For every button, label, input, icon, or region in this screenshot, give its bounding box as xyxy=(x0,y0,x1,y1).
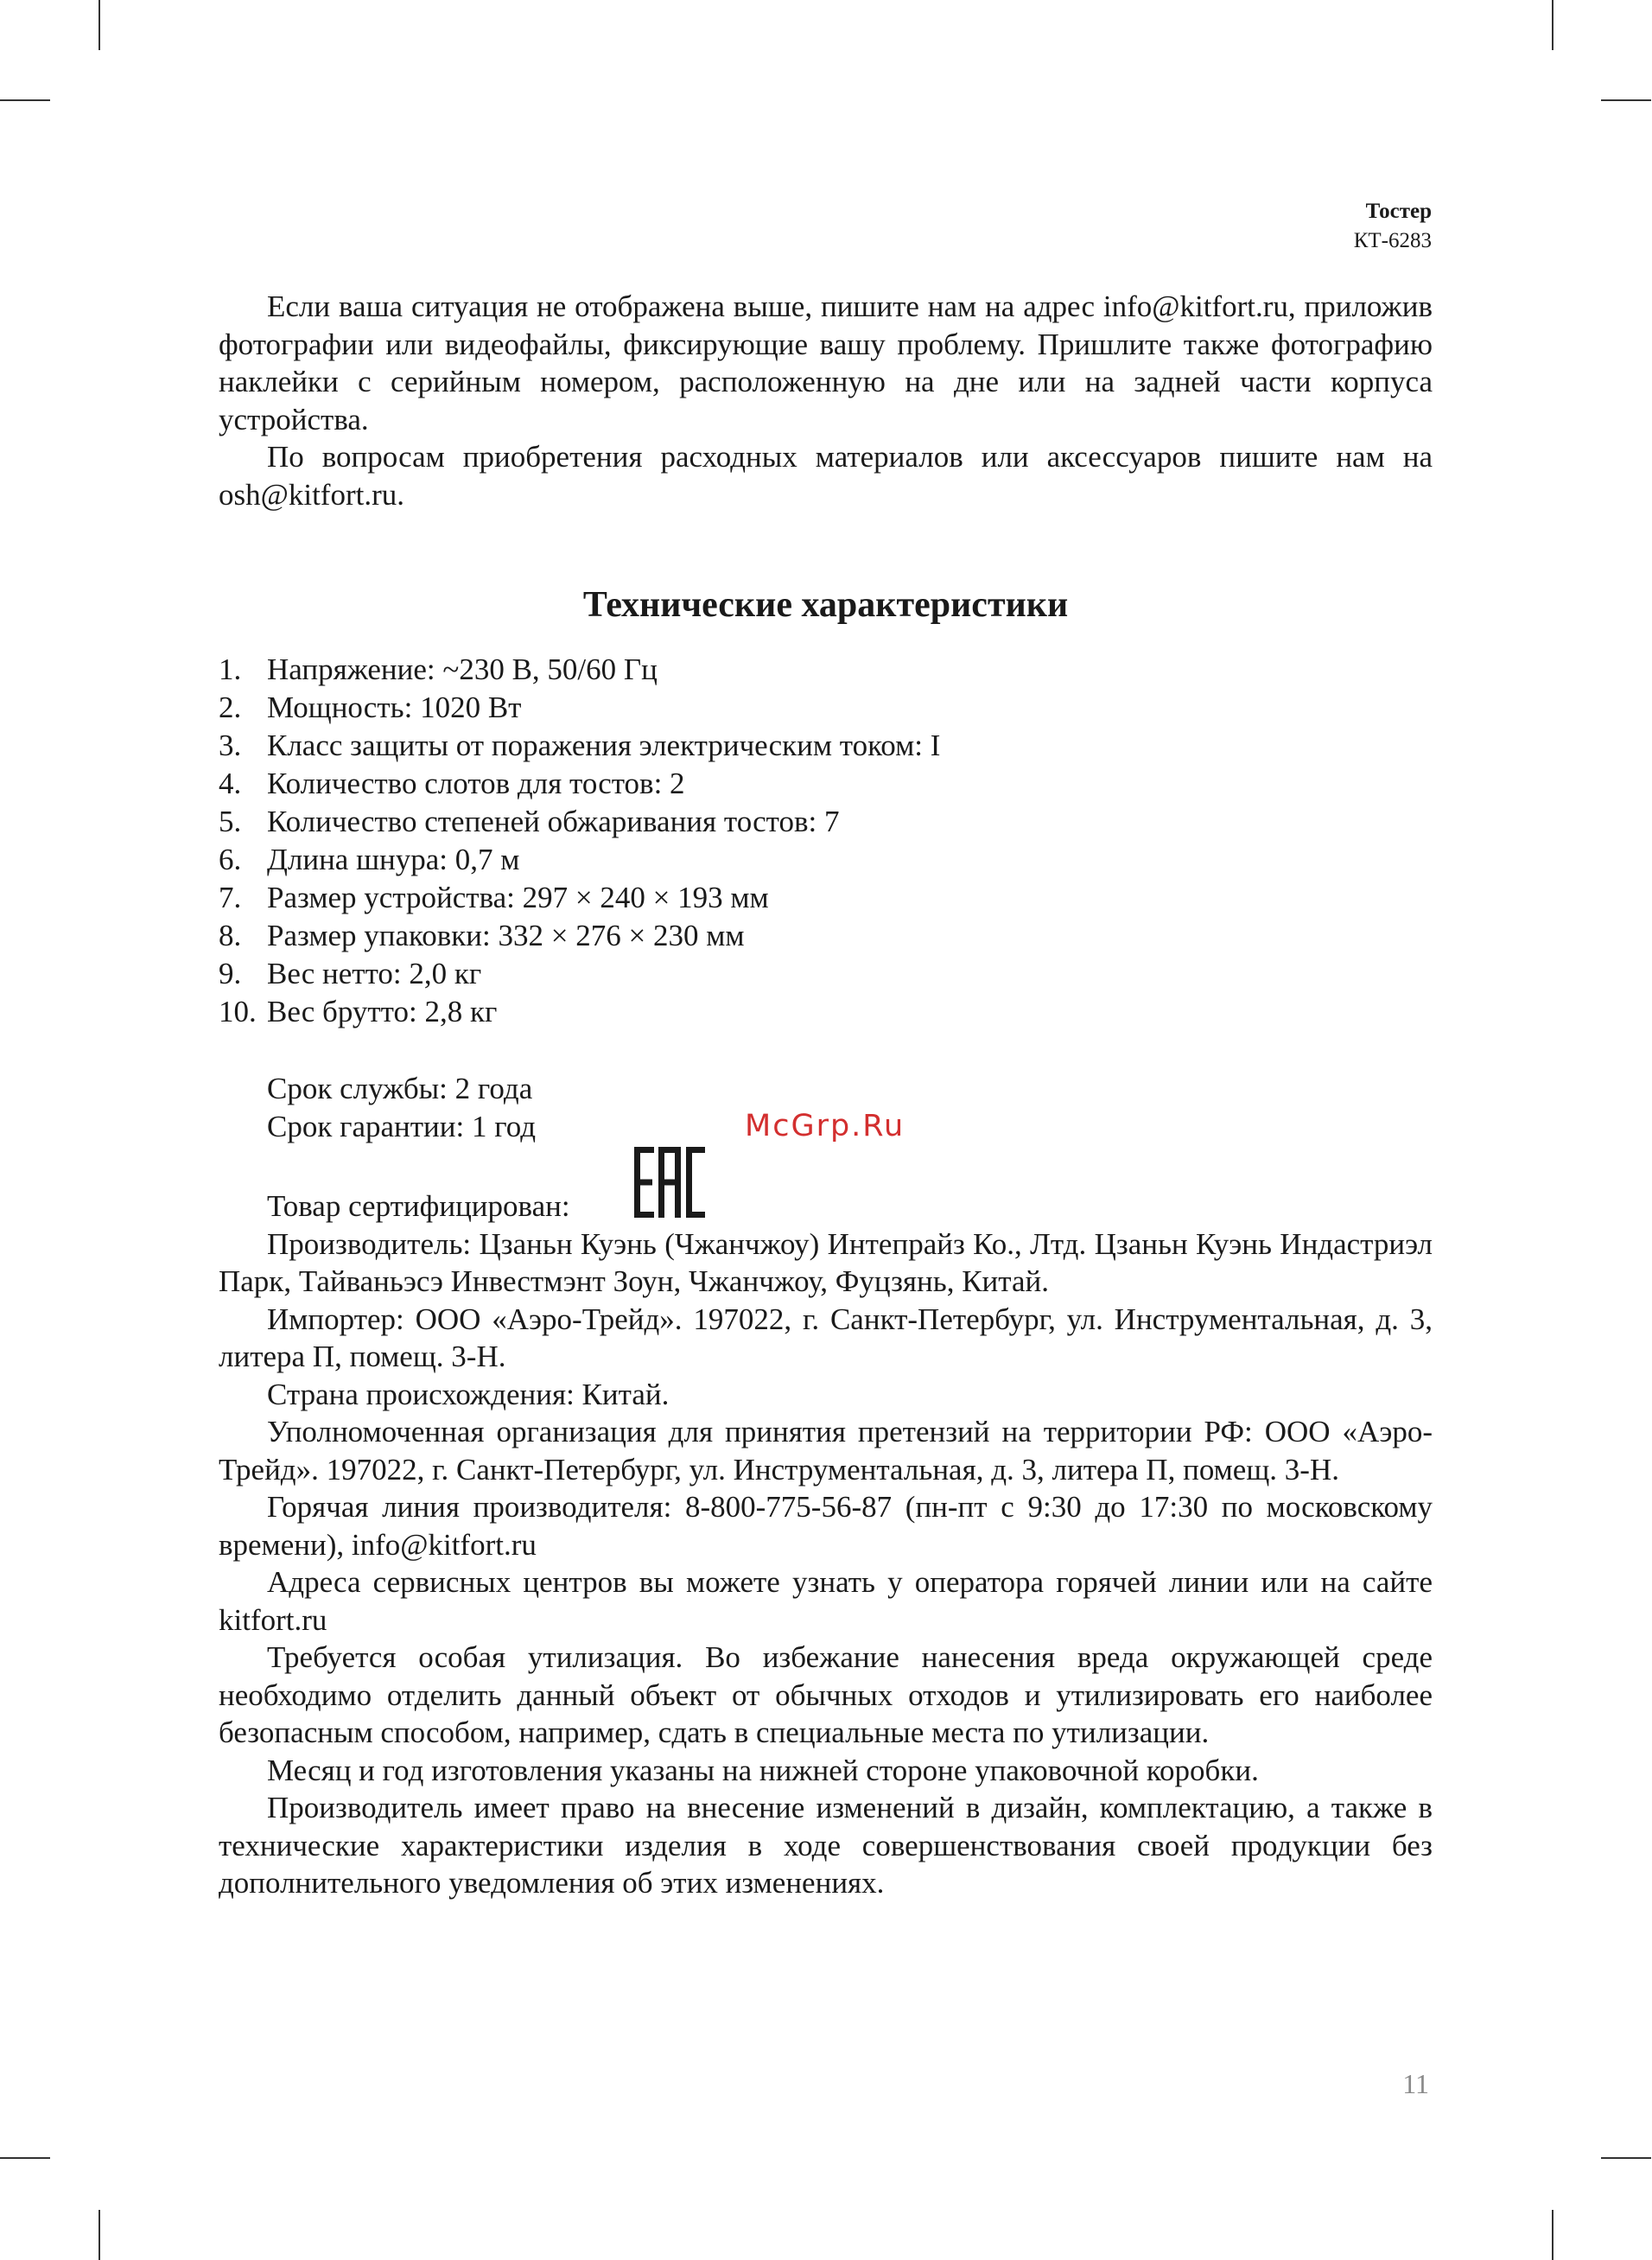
disposal-notice: Требуется особая утилизация. Во избежание нанесения вреда окружающей среде необходимо отделить данный объект от обычных отходов и утилизировать его наиболее безопасным способом, например, сдать в специальные места по утилизации. xyxy=(219,1640,1433,1749)
eac-icon xyxy=(586,1147,705,1227)
importer: Импортер: ООО «Аэро-Трейд». 197022, г. Санкт-Петербург, ул. Инструментальная, д. 3, литера П, помещ. 3-Н. xyxy=(219,1302,1433,1373)
crop-mark xyxy=(0,99,50,101)
spec-number: 9. xyxy=(219,957,242,990)
crop-mark xyxy=(1552,0,1554,50)
spec-text: Класс защиты от поражения электрическим током: I xyxy=(267,729,941,762)
spec-number: 3. xyxy=(219,729,242,762)
spec-number: 8. xyxy=(219,919,242,952)
service-life: Срок службы: 2 года xyxy=(267,1072,533,1105)
spec-text: Размер упаковки: 332 × 276 × 230 мм xyxy=(267,919,745,952)
spec-text: Количество степеней обжаривания тостов: 7 xyxy=(267,805,840,838)
spec-text: Размер устройства: 297 × 240 × 193 мм xyxy=(267,881,769,914)
manufacturer: Производитель: Цзаньн Куэнь (Чжанчжоу) Интепрайз Ко., Лтд. Цзаньн Куэнь Индастриэл Парк, Тайваньэсэ Инвестмэнт Зоун, Чжанчжоу, Фуцзянь, Китай. xyxy=(219,1226,1433,1298)
product-info xyxy=(219,1070,1433,1902)
spec-number: 1. xyxy=(219,653,242,686)
spec-item xyxy=(219,689,1433,727)
spec-number: 2. xyxy=(219,691,242,724)
changes-notice: Производитель имеет право на внесение изменений в дизайн, комплектацию, а также в технические характеристики изделия в ходе совершенствования своей продукции без дополнительного уведомления об этих изменениях. xyxy=(219,1791,1433,1900)
spec-item xyxy=(219,993,1433,1031)
spec-number: 4. xyxy=(219,767,242,800)
crop-mark xyxy=(98,2210,100,2260)
spec-text: Количество слотов для тостов: 2 xyxy=(267,767,685,800)
page-content xyxy=(219,288,1433,1902)
specs-title: Технические характеристики xyxy=(582,585,1069,625)
specs-list xyxy=(219,651,1433,1031)
watermark: McGrp.Ru xyxy=(745,1109,905,1143)
warranty-period: Срок гарантии: 1 год xyxy=(267,1109,537,1143)
crop-mark xyxy=(0,2157,50,2159)
spec-item xyxy=(219,765,1433,803)
country-of-origin: Страна происхождения: Китай. xyxy=(267,1377,670,1411)
crop-mark xyxy=(1552,2210,1554,2260)
header-model: КТ-6283 xyxy=(1353,229,1432,252)
manufacture-date: Месяц и год изготовления указаны на нижней стороне упаковочной коробки. xyxy=(267,1753,1259,1787)
certified-label: Товар сертифицирован: xyxy=(267,1189,570,1223)
spec-text: Длина шнура: 0,7 м xyxy=(267,843,520,876)
service-centers: Адреса сервисных центров вы можете узнать у оператора горячей линии или на сайте kitfort.ru xyxy=(219,1565,1433,1637)
spec-item xyxy=(219,727,1433,765)
spec-text: Напряжение: ~230 В, 50/60 Гц xyxy=(267,653,658,686)
spec-text: Мощность: 1020 Вт xyxy=(267,691,522,724)
crop-mark xyxy=(1601,99,1651,101)
spec-item xyxy=(219,803,1433,841)
spec-number: 5. xyxy=(219,805,242,838)
page-number: 11 xyxy=(1402,2068,1429,2099)
crop-mark xyxy=(1601,2157,1651,2159)
spec-item xyxy=(219,651,1433,689)
authorized-organization: Уполномоченная организация для принятия претензий на территории РФ: ООО «Аэро-Трейд». 197022, г. Санкт-Петербург, ул. Инструментальная, д. 3, литера П, помещ. 3-Н. xyxy=(219,1415,1433,1487)
spec-number: 7. xyxy=(219,881,242,914)
intro-paragraph: Если ваша ситуация не отображена выше, пишите нам на адрес info@kitfort.ru, приложив фотографии или видеофайлы, фиксирующие вашу проблему. Пришлите также фотографию наклейки с серийным номером, расположенную на дне или на задней части корпуса устройства. xyxy=(219,290,1433,436)
header-product: Тостер xyxy=(1365,200,1432,223)
spec-number: 6. xyxy=(219,843,242,876)
spec-number: 10. xyxy=(219,995,257,1028)
crop-mark xyxy=(98,0,100,50)
certification-line xyxy=(219,1145,1433,1225)
spec-item xyxy=(219,917,1433,955)
spec-item xyxy=(219,955,1433,993)
hotline: Горячая линия производителя: 8-800-775-56-87 (пн-пт с 9:30 до 17:30 по московскому времени), info@kitfort.ru xyxy=(219,1490,1433,1562)
spec-text: Вес брутто: 2,8 кг xyxy=(267,995,498,1028)
spec-text: Вес нетто: 2,0 кг xyxy=(267,957,482,990)
spec-item xyxy=(219,841,1433,879)
intro-paragraph: По вопросам приобретения расходных материалов или аксессуаров пишите нам на osh@kitfort.ru. xyxy=(219,440,1433,512)
running-header xyxy=(1354,197,1432,256)
spec-item xyxy=(219,879,1433,917)
